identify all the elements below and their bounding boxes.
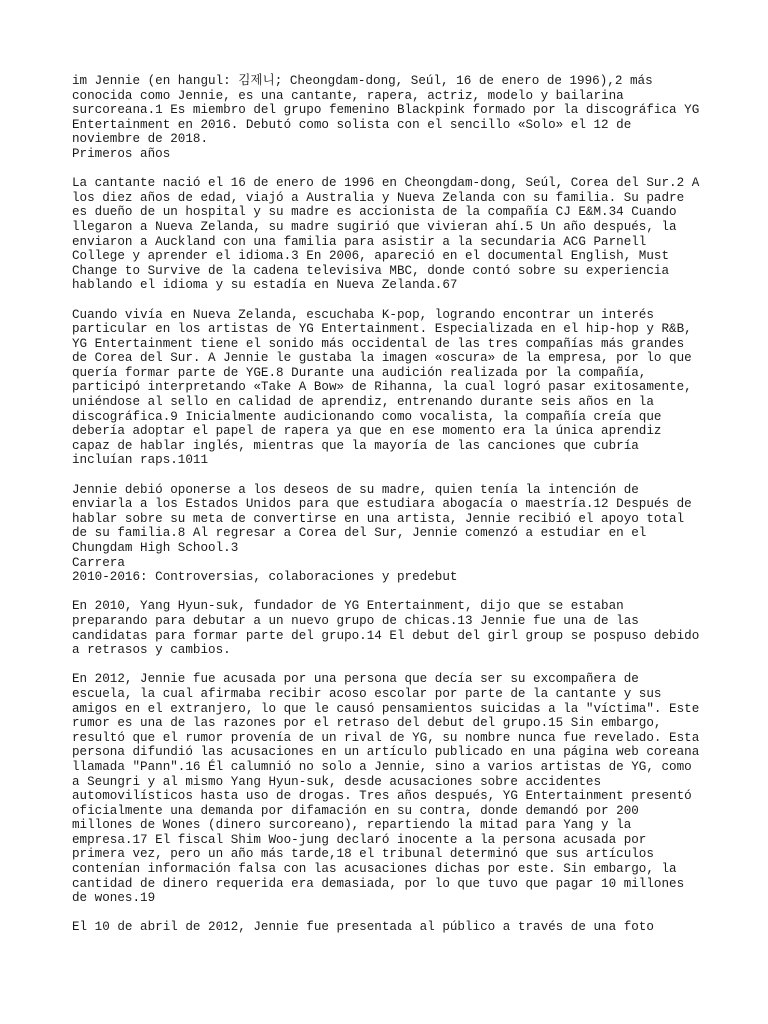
text-line: cantidad de dinero requerida era demasiada, por lo que tuvo que pagar 10 millones (72, 876, 685, 891)
text-line: discográfica.9 Inicialmente audicionando como vocalista, la compañía creía que (72, 409, 662, 424)
text-line: hablar sobre su meta de convertirse en una artista, Jennie recibió el apoyo total (72, 511, 685, 526)
text-line: persona difundió las acusaciones en un artículo publicado en una página web coreana (72, 745, 700, 760)
text-line: participó interpretando «Take A Bow» de Rihanna, la cual logró pasar exitosamente, (72, 380, 692, 395)
text-line: escuela, la cual afirmaba recibir acoso escolar por parte de la cantante y sus (72, 686, 662, 701)
text-line: amigos en el extranjero, lo que le causó pensamientos suicidas a la "víctima". Este (72, 701, 700, 716)
text-line: Entertainment en 2016. Debutó como solista con el sencillo «Solo» el 12 de (72, 117, 632, 132)
paragraph-gap (72, 468, 712, 483)
paragraph-gap (72, 658, 712, 673)
text-line: 2010-2016: Controversias, colaboraciones y predebut (72, 570, 458, 585)
text-line: hablando el idioma y su estadía en Nueva Zelanda.67 (72, 278, 458, 293)
intro-paragraph (72, 74, 712, 162)
text-line: resultó que el rumor provenía de un rival de YG, su nombre nunca fue revelado. Esta (72, 730, 700, 745)
text-line: de Corea del Sur. A Jennie le gustaba la imagen «oscura» de la empresa, por lo que (72, 351, 692, 366)
text-line: candidatas para formar parte del grupo.14 El debut del girl group se pospuso debido (72, 628, 700, 643)
kpop-paragraph (72, 308, 712, 469)
text-line: a Seungri y al mismo Yang Hyun-suk, desde acusaciones sobre accidentes (72, 774, 602, 789)
text-line: Change to Survive de la cadena televisiva MBC, donde contó sobre su experiencia (72, 263, 670, 278)
text-line: millones de Wones (dinero surcoreano), repartiendo la mitad para Yang y la (72, 818, 632, 833)
text-line: es dueño de un hospital y su madre es accionista de la compañía CJ E&M.34 Cuando (72, 205, 677, 220)
text-line: debería adoptar el papel de rapera ya que en ese momento era la única aprendiz (72, 424, 662, 439)
text-line: contenían información falsa con las acusaciones dichas por este. Sin embargo, la (72, 862, 677, 877)
early-life-paragraph (72, 176, 712, 293)
text-line: Cuando vivía en Nueva Zelanda, escuchaba K-pop, logrando encontrar un interés (72, 307, 654, 322)
text-line: primera vez, pero un año más tarde,18 el tribunal determinó que sus artículos (72, 847, 654, 862)
text-line: rumor es una de las razones por el retraso del debut del grupo.15 Sin embargo, (72, 716, 662, 731)
paragraph-gap (72, 585, 712, 600)
text-line: College y aprender el idioma.3 En 2006, apareció en el documental English, Must (72, 249, 670, 264)
2012-paragraph (72, 672, 712, 906)
text-line: im Jennie (en hangul: 김제니; Cheongdam-dong, Seúl, 16 de enero de 1996),2 más (72, 74, 653, 88)
text-line: de wones.19 (72, 891, 156, 906)
text-line: empresa.17 El fiscal Shim Woo-jung declaró inocente a la persona acusada por (72, 832, 647, 847)
text-line: llamada "Pann".16 Él calumnió no solo a Jennie, sino a varios artistas de YG, como (72, 759, 692, 774)
text-line: capaz de hablar inglés, mientras que la mayoría de las canciones que cubría (72, 438, 639, 453)
text-line: Primeros años (72, 146, 171, 161)
text-line: los diez años de edad, viajó a Australia y Nueva Zelanda con su familia. Su padre (72, 190, 685, 205)
text-line: El 10 de abril de 2012, Jennie fue presentada al público a través de una foto (72, 920, 654, 935)
text-line: Carrera (72, 555, 125, 570)
text-line: Jennie debió oponerse a los deseos de su madre, quien tenía la intención de (72, 482, 639, 497)
text-line: oficialmente una demanda por difamación en su contra, donde demandó por 200 (72, 803, 639, 818)
text-line: de su familia.8 Al regresar a Corea del Sur, Jennie comenzó a estudiar en el (72, 526, 647, 541)
text-line: uniéndose al sello en calidad de aprendiz, entrenando durante seis años en la (72, 395, 654, 410)
text-line: enviaron a Auckland con una familia para asistir a la secundaria ACG Parnell (72, 234, 647, 249)
text-line: Chungdam High School.3 (72, 541, 239, 555)
text-line: particular en los artistas de YG Entertainment. Especializada en el hip-hop y R&B, (72, 322, 692, 337)
text-line: YG Entertainment tiene el sonido más occidental de las tres compañías más grandes (72, 336, 685, 351)
text-line: preparando para debutar a un nuevo grupo de chicas.13 Jennie fue una de las (72, 613, 639, 628)
text-line: conocida como Jennie, es una cantante, rapera, actriz, modelo y bailarina (72, 88, 624, 103)
text-line: La cantante nació el 16 de enero de 1996 en Cheongdam-dong, Seúl, Corea del Sur.2 A (72, 176, 700, 191)
april-2012-paragraph (72, 920, 712, 935)
text-line: llegaron a Nueva Zelanda, su madre sugirió que vivieran ahí.5 Un año después, la (72, 219, 677, 234)
text-line: enviarla a los Estados Unidos para que estudiara abogacía o maestría.12 Después de (72, 497, 692, 512)
mother-paragraph (72, 483, 712, 585)
text-line: En 2012, Jennie fue acusada por una persona que decía ser su excompañera de (72, 672, 639, 687)
text-line: incluían raps.1011 (72, 453, 209, 468)
text-line: surcoreana.1 Es miembro del grupo femenino Blackpink formado por la discográfica YG (72, 103, 700, 118)
text-line: noviembre de 2018. (72, 132, 209, 147)
text-line: a retrasos y cambios. (72, 643, 231, 658)
text-line: quería formar parte de YGE.8 Durante una audición realizada por la compañía, (72, 365, 647, 380)
text-line: automovilísticos hasta uso de drogas. Tres años después, YG Entertainment presentó (72, 789, 692, 804)
document-page (72, 74, 712, 935)
paragraph-gap (72, 293, 712, 308)
text-line: En 2010, Yang Hyun-suk, fundador de YG Entertainment, dijo que se estaban (72, 599, 624, 614)
2010-paragraph (72, 599, 712, 657)
paragraph-gap (72, 906, 712, 921)
paragraph-gap (72, 162, 712, 177)
